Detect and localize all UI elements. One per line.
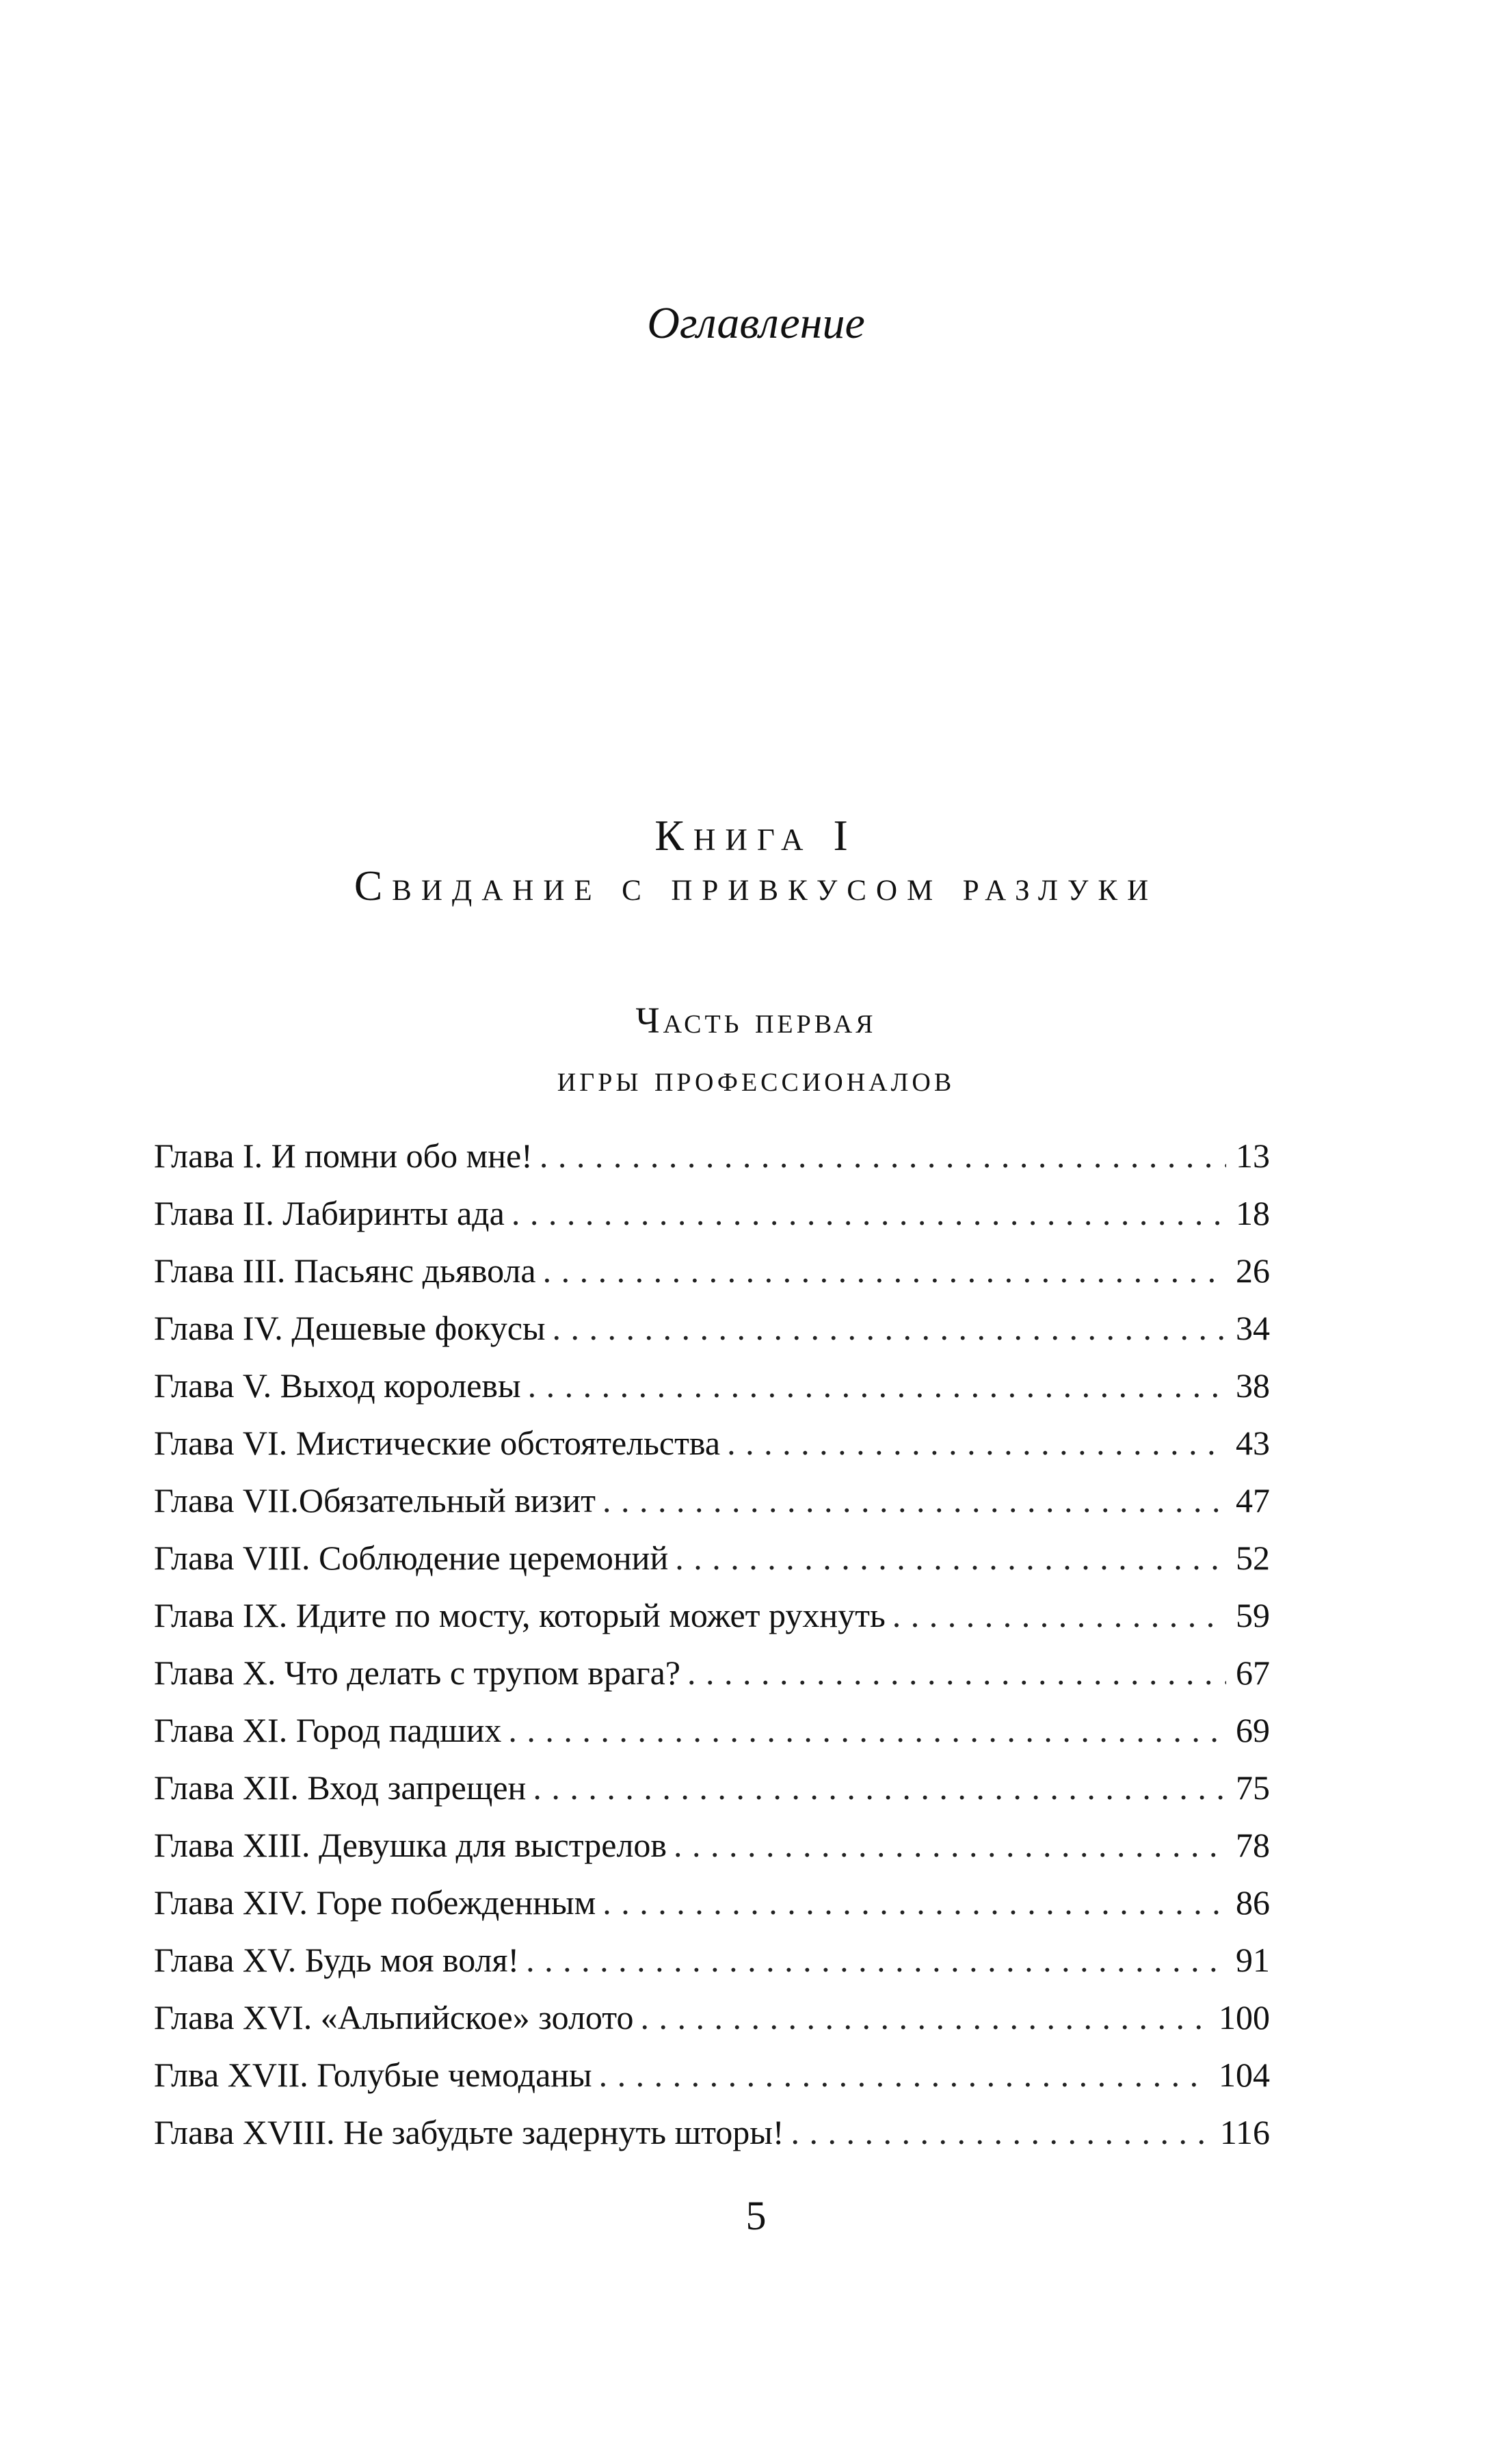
toc-entry-page: 13 [1236,1137,1270,1175]
toc-entry-page: 86 [1236,1883,1270,1922]
part-title: игры профессионалов [557,1058,955,1099]
toc-entry[interactable] [154,1242,1270,1299]
toc-entry[interactable] [154,1931,1270,1989]
toc-entry-title: Глава VIII. Соблюдение церемоний [154,1539,669,1577]
toc-entry-page: 59 [1236,1596,1270,1634]
toc-dot-leader [675,1529,1226,1587]
toc-entry-title: Глава VI. Мистические обстоятельства [154,1424,721,1462]
toc-entry-title: Глава V. Выход королевы [154,1366,521,1405]
toc-entry[interactable] [154,1357,1270,1414]
toc-entry[interactable] [154,1299,1270,1357]
toc-dot-leader [512,1184,1226,1242]
toc-entry[interactable] [154,2103,1270,2161]
toc-entry-page: 91 [1236,1941,1270,1979]
toc-entry-title: Глава III. Пасьянс дьявола [154,1251,536,1290]
toc-dot-leader [528,1357,1226,1414]
toc-entry-page: 69 [1236,1711,1270,1749]
toc-entry-page: 43 [1236,1424,1270,1462]
toc-entry-title: Глава XII. Вход запрещен [154,1768,527,1807]
toc-entry[interactable] [154,2046,1270,2103]
toc-entry-title: Глава II. Лабиринты ада [154,1194,505,1232]
toc-entry-page: 18 [1236,1194,1270,1232]
toc-dot-leader [543,1242,1226,1299]
toc-entry-page: 78 [1236,1826,1270,1864]
toc-entry-page: 47 [1236,1481,1270,1519]
toc-dot-leader [727,1414,1226,1472]
toc-entry-title: Глава XIII. Девушка для выстрелов [154,1826,667,1864]
toc-entry[interactable] [154,1472,1270,1529]
toc-dot-leader [602,1874,1226,1931]
toc-dot-leader [599,2046,1209,2103]
toc-entry-title: Глава X. Что делать с трупом врага? [154,1654,680,1692]
page-title: Оглавление [647,298,865,348]
toc-entry-title: Глава I. И помни обо мне! [154,1137,533,1175]
toc-entry-page: 104 [1219,2056,1270,2094]
toc-entry-title: Глава VII.Обязательный визит [154,1481,596,1519]
toc-dot-leader [687,1644,1226,1701]
toc-entry-title: Глава XIV. Горе побежденным [154,1883,596,1922]
toc-entry[interactable] [154,1759,1270,1816]
toc-entry-page: 100 [1219,1998,1270,2036]
toc-dot-leader [526,1931,1226,1989]
toc-entry-page: 75 [1236,1768,1270,1807]
toc-entry-title: Глава XVI. «Альпийское» золото [154,1998,634,2036]
toc-dot-leader [674,1816,1226,1874]
toc-dot-leader [892,1587,1226,1644]
page-number: 5 [745,2193,767,2238]
toc-entry[interactable] [154,1701,1270,1759]
toc-dot-leader [553,1299,1226,1357]
toc-entry-page: 26 [1236,1251,1270,1290]
toc-entry-page: 52 [1236,1539,1270,1577]
table-of-contents [154,1127,1270,2161]
toc-entry-title: Глава XV. Будь моя воля! [154,1941,520,1979]
toc-entry[interactable] [154,1127,1270,1184]
book-label: Книга I [654,811,858,860]
toc-dot-leader [602,1472,1226,1529]
toc-entry-title: Глава XVIII. Не забудьте задернуть шторы! [154,2113,784,2151]
toc-dot-leader [540,1127,1226,1184]
toc-entry-page: 67 [1236,1654,1270,1692]
toc-entry-page: 34 [1236,1309,1270,1347]
toc-entry-page: 116 [1219,2113,1270,2151]
toc-entry[interactable] [154,1644,1270,1701]
toc-entry[interactable] [154,1989,1270,2046]
toc-entry[interactable] [154,1529,1270,1587]
book-title: Свидание с привкусом разлуки [354,863,1158,910]
toc-entry-page: 38 [1236,1366,1270,1405]
toc-entry-title: Глава IV. Дешевые фокусы [154,1309,546,1347]
toc-dot-leader [533,1759,1226,1816]
toc-entry[interactable] [154,1816,1270,1874]
part-label: Часть первая [635,1000,877,1041]
toc-dot-leader [640,1989,1209,2046]
toc-entry-title: Глава XI. Город падших [154,1711,502,1749]
toc-dot-leader [791,2103,1210,2161]
toc-entry[interactable] [154,1587,1270,1644]
toc-entry[interactable] [154,1184,1270,1242]
toc-entry[interactable] [154,1414,1270,1472]
toc-dot-leader [508,1701,1226,1759]
toc-entry-title: Глва XVII. Голубые чемоданы [154,2056,592,2094]
toc-entry-title: Глава IX. Идите по мосту, который может рухнуть [154,1596,886,1634]
toc-entry[interactable] [154,1874,1270,1931]
